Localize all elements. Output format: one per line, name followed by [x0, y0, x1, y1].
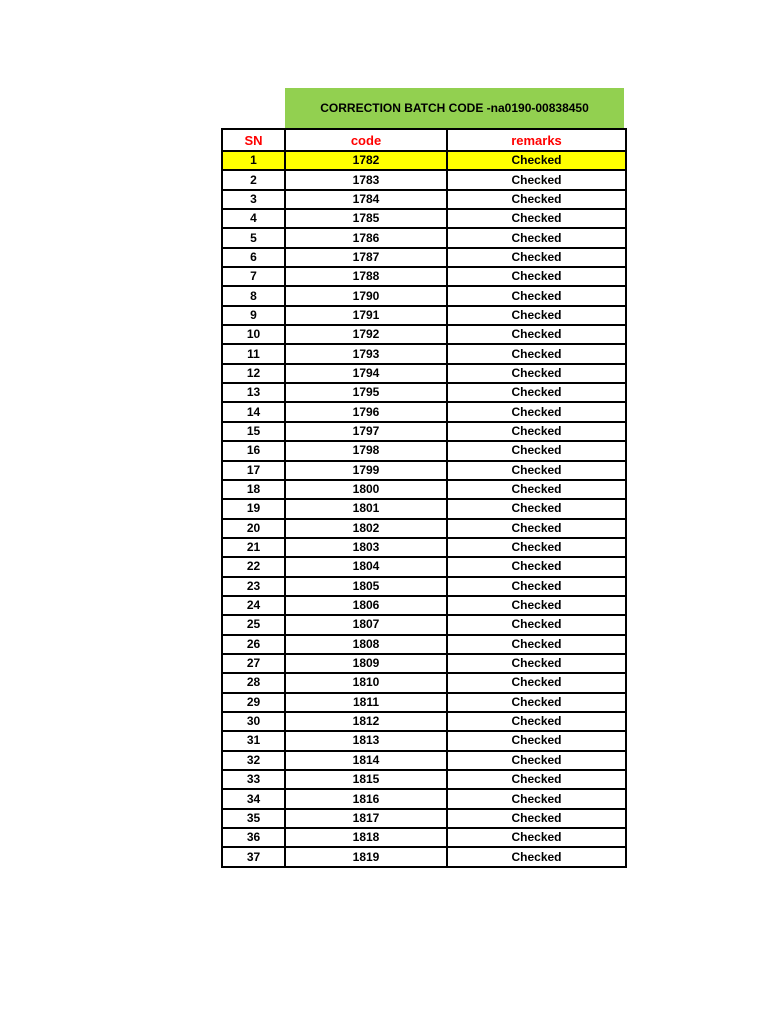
cell-code: 1801 — [285, 499, 447, 518]
table-row — [222, 422, 626, 441]
cell-code: 1795 — [285, 383, 447, 402]
cell-code: 1790 — [285, 286, 447, 305]
table-row — [222, 190, 626, 209]
cell-code: 1799 — [285, 461, 447, 480]
cell-remarks: Checked — [447, 325, 626, 344]
cell-sn: 20 — [222, 519, 285, 538]
cell-sn: 15 — [222, 422, 285, 441]
table-row — [222, 770, 626, 789]
header-sn: SN — [222, 129, 285, 151]
cell-sn: 1 — [222, 151, 285, 170]
cell-sn: 4 — [222, 209, 285, 228]
table-row — [222, 557, 626, 576]
cell-remarks: Checked — [447, 209, 626, 228]
cell-code: 1813 — [285, 731, 447, 750]
table-row — [222, 809, 626, 828]
cell-sn: 5 — [222, 228, 285, 247]
cell-remarks: Checked — [447, 847, 626, 866]
cell-code: 1787 — [285, 248, 447, 267]
table-row — [222, 615, 626, 634]
cell-code: 1818 — [285, 828, 447, 847]
table-row — [222, 480, 626, 499]
table-row — [222, 693, 626, 712]
cell-code: 1786 — [285, 228, 447, 247]
cell-remarks: Checked — [447, 635, 626, 654]
cell-code: 1814 — [285, 751, 447, 770]
cell-code: 1810 — [285, 673, 447, 692]
table-row — [222, 209, 626, 228]
table-row — [222, 383, 626, 402]
cell-remarks: Checked — [447, 789, 626, 808]
table-row — [222, 441, 626, 460]
cell-remarks: Checked — [447, 422, 626, 441]
cell-code: 1783 — [285, 170, 447, 189]
cell-sn: 21 — [222, 538, 285, 557]
cell-remarks: Checked — [447, 673, 626, 692]
cell-sn: 35 — [222, 809, 285, 828]
cell-code: 1805 — [285, 577, 447, 596]
cell-code: 1803 — [285, 538, 447, 557]
cell-remarks: Checked — [447, 228, 626, 247]
batch-title: CORRECTION BATCH CODE -na0190-00838450 — [285, 88, 624, 128]
table-row — [222, 286, 626, 305]
cell-remarks: Checked — [447, 364, 626, 383]
table-row — [222, 828, 626, 847]
table-row — [222, 635, 626, 654]
cell-remarks: Checked — [447, 712, 626, 731]
cell-remarks: Checked — [447, 383, 626, 402]
header-code: code — [285, 129, 447, 151]
table-row — [222, 577, 626, 596]
cell-sn: 36 — [222, 828, 285, 847]
cell-sn: 12 — [222, 364, 285, 383]
cell-code: 1809 — [285, 654, 447, 673]
cell-sn: 31 — [222, 731, 285, 750]
cell-remarks: Checked — [447, 286, 626, 305]
cell-code: 1806 — [285, 596, 447, 615]
table-row — [222, 306, 626, 325]
table-row — [222, 228, 626, 247]
cell-remarks: Checked — [447, 499, 626, 518]
cell-code: 1802 — [285, 519, 447, 538]
cell-sn: 8 — [222, 286, 285, 305]
cell-sn: 22 — [222, 557, 285, 576]
cell-sn: 28 — [222, 673, 285, 692]
cell-code: 1811 — [285, 693, 447, 712]
cell-remarks: Checked — [447, 170, 626, 189]
cell-sn: 6 — [222, 248, 285, 267]
cell-code: 1807 — [285, 615, 447, 634]
table-row — [222, 151, 626, 170]
cell-remarks: Checked — [447, 190, 626, 209]
cell-sn: 37 — [222, 847, 285, 866]
cell-sn: 23 — [222, 577, 285, 596]
table-row — [222, 673, 626, 692]
cell-code: 1800 — [285, 480, 447, 499]
cell-code: 1817 — [285, 809, 447, 828]
table-row — [222, 596, 626, 615]
cell-remarks: Checked — [447, 557, 626, 576]
cell-sn: 16 — [222, 441, 285, 460]
cell-code: 1808 — [285, 635, 447, 654]
table-row — [222, 248, 626, 267]
batch-table — [221, 128, 627, 868]
cell-code: 1816 — [285, 789, 447, 808]
table-row — [222, 170, 626, 189]
cell-remarks: Checked — [447, 151, 626, 170]
cell-sn: 10 — [222, 325, 285, 344]
cell-remarks: Checked — [447, 306, 626, 325]
cell-code: 1792 — [285, 325, 447, 344]
table-row — [222, 267, 626, 286]
cell-sn: 29 — [222, 693, 285, 712]
cell-sn: 24 — [222, 596, 285, 615]
cell-remarks: Checked — [447, 751, 626, 770]
cell-code: 1782 — [285, 151, 447, 170]
cell-code: 1784 — [285, 190, 447, 209]
cell-remarks: Checked — [447, 828, 626, 847]
cell-remarks: Checked — [447, 654, 626, 673]
cell-remarks: Checked — [447, 248, 626, 267]
cell-remarks: Checked — [447, 809, 626, 828]
table-row — [222, 344, 626, 363]
table-row — [222, 789, 626, 808]
cell-code: 1797 — [285, 422, 447, 441]
cell-code: 1798 — [285, 441, 447, 460]
cell-sn: 2 — [222, 170, 285, 189]
cell-code: 1819 — [285, 847, 447, 866]
cell-remarks: Checked — [447, 770, 626, 789]
table-row — [222, 654, 626, 673]
cell-sn: 34 — [222, 789, 285, 808]
cell-remarks: Checked — [447, 538, 626, 557]
cell-remarks: Checked — [447, 441, 626, 460]
cell-remarks: Checked — [447, 461, 626, 480]
cell-code: 1812 — [285, 712, 447, 731]
cell-sn: 26 — [222, 635, 285, 654]
table-row — [222, 751, 626, 770]
cell-remarks: Checked — [447, 480, 626, 499]
cell-remarks: Checked — [447, 577, 626, 596]
cell-code: 1796 — [285, 402, 447, 421]
cell-sn: 27 — [222, 654, 285, 673]
table-row — [222, 364, 626, 383]
cell-sn: 30 — [222, 712, 285, 731]
table-row — [222, 731, 626, 750]
table-row — [222, 499, 626, 518]
cell-sn: 19 — [222, 499, 285, 518]
cell-remarks: Checked — [447, 519, 626, 538]
table-row — [222, 461, 626, 480]
cell-sn: 13 — [222, 383, 285, 402]
cell-sn: 32 — [222, 751, 285, 770]
cell-remarks: Checked — [447, 402, 626, 421]
cell-sn: 33 — [222, 770, 285, 789]
table-row — [222, 402, 626, 421]
cell-remarks: Checked — [447, 615, 626, 634]
cell-sn: 25 — [222, 615, 285, 634]
cell-remarks: Checked — [447, 731, 626, 750]
cell-sn: 7 — [222, 267, 285, 286]
cell-sn: 18 — [222, 480, 285, 499]
cell-sn: 14 — [222, 402, 285, 421]
cell-code: 1791 — [285, 306, 447, 325]
cell-remarks: Checked — [447, 596, 626, 615]
table-body — [222, 151, 626, 867]
table-row — [222, 519, 626, 538]
table-row — [222, 538, 626, 557]
cell-remarks: Checked — [447, 267, 626, 286]
cell-sn: 9 — [222, 306, 285, 325]
header-remarks: remarks — [447, 129, 626, 151]
cell-code: 1785 — [285, 209, 447, 228]
cell-code: 1793 — [285, 344, 447, 363]
cell-code: 1804 — [285, 557, 447, 576]
cell-remarks: Checked — [447, 344, 626, 363]
cell-code: 1815 — [285, 770, 447, 789]
cell-sn: 3 — [222, 190, 285, 209]
table-header-row — [222, 129, 626, 151]
cell-sn: 17 — [222, 461, 285, 480]
table-row — [222, 847, 626, 866]
table-row — [222, 325, 626, 344]
cell-code: 1794 — [285, 364, 447, 383]
cell-remarks: Checked — [447, 693, 626, 712]
table-row — [222, 712, 626, 731]
cell-code: 1788 — [285, 267, 447, 286]
cell-sn: 11 — [222, 344, 285, 363]
